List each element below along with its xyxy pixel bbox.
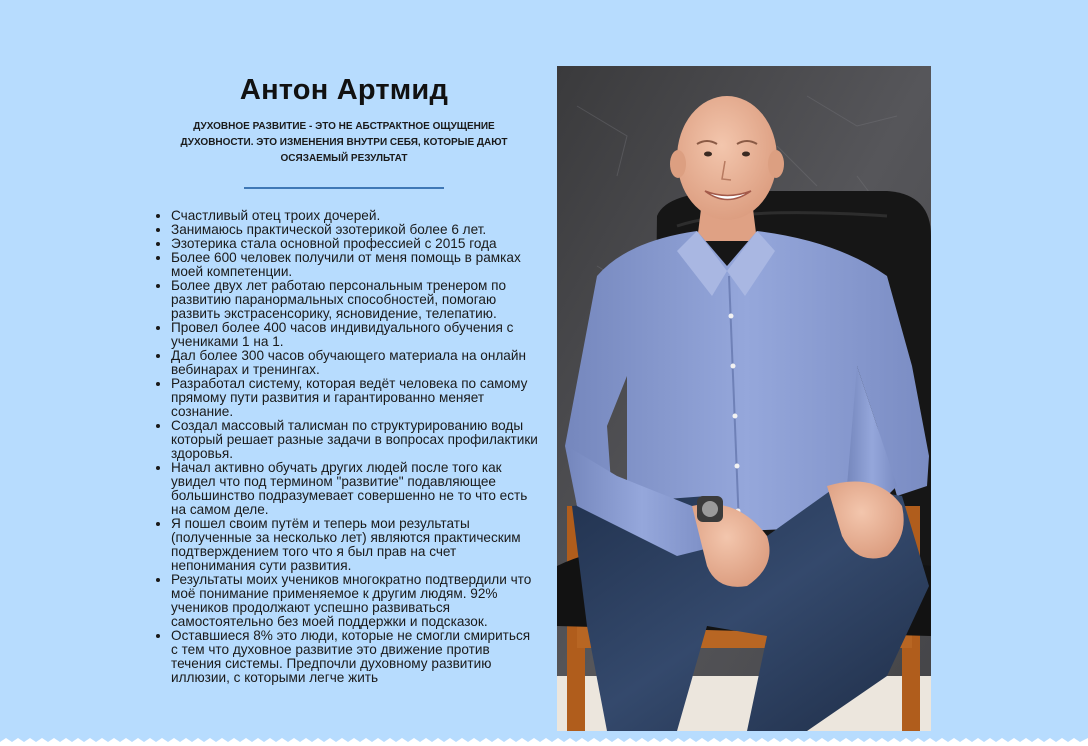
list-item: • Дал более 300 часов обучающего материала на онлайн вебинарах и тренингах. (171, 349, 538, 377)
portrait-illustration (557, 66, 931, 731)
profile-name: Антон Артмид (239, 74, 449, 106)
list-item: • Создал массовый талисман по структурированию воды который решает разные задачи в вопросах профилактики здоровья. (171, 419, 538, 461)
list-item: • Провел более 400 часов индивидуального обучения с учениками 1 на 1. (171, 321, 538, 349)
bottom-zigzag-border (0, 738, 1088, 746)
profile-photo (557, 66, 931, 731)
divider (244, 187, 444, 189)
list-item: • Эзотерика стала основной профессией с 2015 года (171, 237, 538, 251)
list-item: • Более двух лет работаю персональным тренером по развитию паранормальных способностей, помогаю развить экстрасенсорику, ясновидение, телепатию. (171, 279, 538, 321)
profile-tagline: ДУХОВНОЕ РАЗВИТИЕ - ЭТО НЕ АБСТРАКТНОЕ ОЩУЩЕНИЕ ДУХОВНОСТИ. ЭТО ИЗМЕНЕНИЯ ВНУТРИ СЕБЯ, КОТОРЫЕ ДАЮТ ОСЯЗАЕМЫЙ РЕЗУЛЬТАТ (180, 121, 508, 164)
list-item: • Более 600 человек получили от меня помощь в рамках моей компетенции. (171, 251, 538, 279)
list-item: • Занимаюсь практической эзотерикой более 6 лет. (171, 223, 538, 237)
list-item: • Я пошел своим путём и теперь мои результаты (полученные за несколько лет) являются практическим подтверждением того что я был прав на счет непонимания сути развития. (171, 517, 538, 573)
facts-list (150, 209, 538, 685)
profile-text-column (150, 74, 538, 685)
list-item: • Результаты моих учеников многократно подтвердили что моё понимание применяемое к другим людям. 92% учеников продолжают успешно развиваться самостоятельно без моей поддержки и подсказок. (171, 573, 538, 629)
list-item: • Начал активно обучать других людей после того как увидел что под термином "развитие" подавляющее большинство подразумевает совершенно не то что есть на самом деле. (171, 461, 538, 517)
list-item: • Разработал систему, которая ведёт человека по самому прямому пути развития и гарантированно меняет сознание. (171, 377, 538, 419)
list-item: • Оставшиеся 8% это люди, которые не смогли смириться с тем что духовное развитие это движение против течения системы. Предпочли духовному развитию иллюзии, с которыми легче жить (171, 629, 538, 685)
list-item: • Счастливый отец троих дочерей. (171, 209, 538, 223)
